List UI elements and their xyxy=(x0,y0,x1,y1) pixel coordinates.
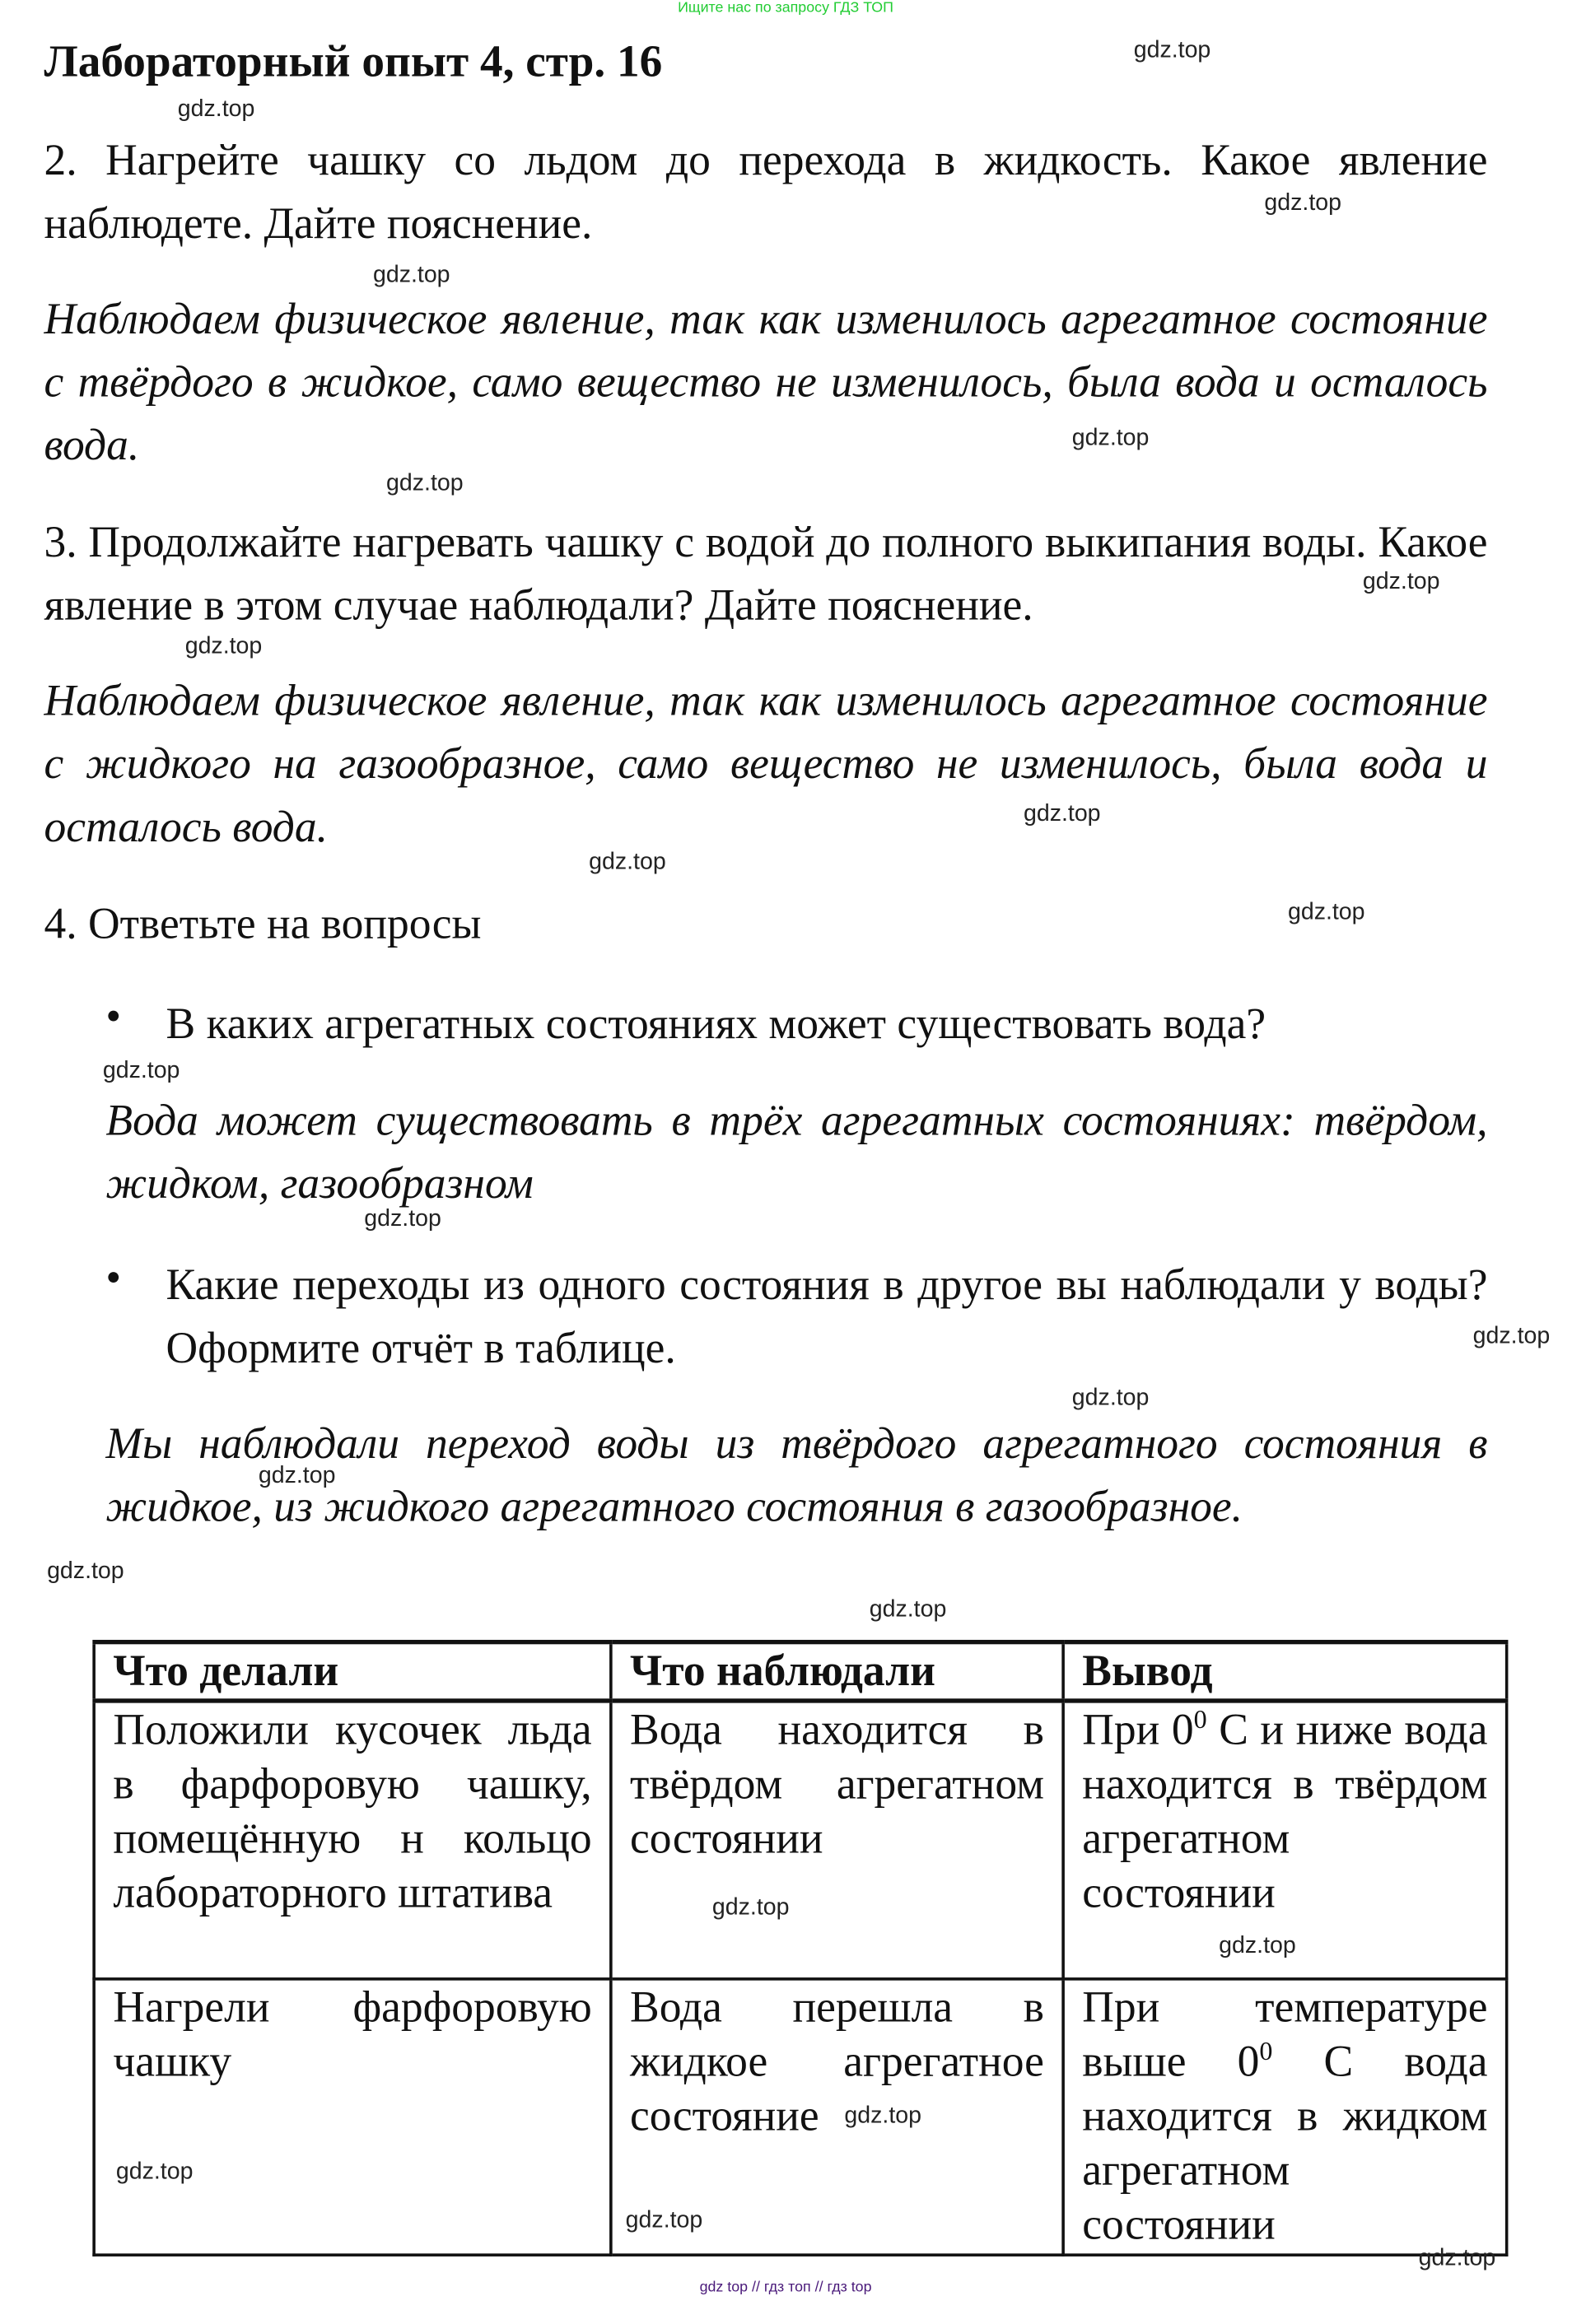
watermark: gdz.top xyxy=(1287,900,1365,925)
watermark: gdz.top xyxy=(625,2208,703,2233)
page-title: Лабораторный опыт 4, стр. 16 xyxy=(44,35,663,87)
cell-conclusion xyxy=(1063,1979,1507,2255)
table-row xyxy=(94,1979,1507,2255)
watermark: gdz.top xyxy=(711,1895,790,1921)
watermark: gdz.top xyxy=(1023,801,1101,827)
watermark: gdz.top xyxy=(258,1463,336,1489)
bullet-answer-1: Вода может существовать в трёх агрегатных состояниях: твёрдом, жидком, газообразном xyxy=(105,1097,1488,1209)
cell-did: Нагрели фарфоровую чашку xyxy=(94,1979,611,2255)
table-header-row xyxy=(94,1642,1507,1701)
watermark: gdz.top xyxy=(1264,190,1342,217)
watermark: gdz.top xyxy=(1133,38,1211,63)
watermark: gdz.top xyxy=(47,1558,124,1585)
watermark: gdz.top xyxy=(372,263,450,288)
watermark: gdz.top xyxy=(1071,426,1150,451)
header-did: Что делали xyxy=(94,1642,611,1701)
bullet-icon: • xyxy=(105,1253,122,1302)
watermark: gdz.top xyxy=(1219,1933,1296,1958)
watermark: gdz.top xyxy=(177,96,255,123)
conclusion-text: При температуре выше 0 xyxy=(1082,1983,1488,2087)
conclusion-text: При 0 xyxy=(1082,1706,1194,1755)
cell-observed: Вода находится в твёрдом агрегатном состоянии xyxy=(611,1701,1063,1979)
bullet-answer-2: Мы наблюдали переход воды из твёрдого агрегатного состояния в жидкое, из жидкого агрегатного состояния в газообразное. xyxy=(105,1419,1488,1531)
watermark: gdz.top xyxy=(115,2159,194,2185)
watermark: gdz.top xyxy=(869,1597,947,1623)
degree-superscript: 0 xyxy=(1193,1704,1207,1735)
watermark: gdz.top xyxy=(364,1206,441,1232)
conclusion-text: С и ниже вода находится в твёрдом агрегатном состоянии xyxy=(1082,1706,1488,1917)
question-4: 4. Ответьте на вопросы xyxy=(44,900,482,949)
watermark: gdz.top xyxy=(102,1058,180,1084)
watermark: gdz.top xyxy=(1071,1386,1150,1411)
search-banner: Ищите нас по запросу ГДЗ ТОП xyxy=(678,0,893,16)
bullet-icon: • xyxy=(105,992,122,1041)
watermark: gdz.top xyxy=(1362,569,1440,595)
answer-3: Наблюдаем физическое явление, так как изменилось агрегатное состояние с жидкого на газообразное, само вещество не изменилось, была вода и осталось вода. xyxy=(44,677,1488,852)
watermark: gdz.top xyxy=(184,634,263,659)
question-2: 2. Нагрейте чашку со льдом до перехода в жидкость. Какое явление наблюдете. Дайте пояснение. xyxy=(44,136,1488,249)
watermark: gdz.top xyxy=(1472,1324,1551,1349)
answer-2: Наблюдаем физическое явление, так как изменилось агрегатное состояние с твёрдого в жидкое, само вещество не изменилось, была вода и осталось вода. xyxy=(44,295,1488,470)
watermark: gdz.top xyxy=(1418,2246,1496,2271)
cell-observed: Вода перешла в жидкое агрегатное состояние xyxy=(611,1979,1063,2255)
header-observed: Что наблюдали xyxy=(611,1642,1063,1701)
watermark: gdz.top xyxy=(386,471,464,496)
bullet-question-2: Какие переходы из одного состояния в другое вы наблюдали у воды? Оформите отчёт в таблице. xyxy=(166,1260,1488,1373)
bullet-question-1: В каких агрегатных состояниях может существовать вода? xyxy=(166,999,1266,1049)
watermark: gdz.top xyxy=(589,850,666,875)
conclusion-text: С вода находится в жидком агрегатном состоянии xyxy=(1082,2038,1488,2250)
question-3: 3. Продолжайте нагревать чашку с водой до полного выкипания воды. Какое явление в этом случае наблюдали? Дайте пояснение. xyxy=(44,518,1488,631)
header-conclusion: Вывод xyxy=(1063,1642,1507,1701)
watermark: gdz.top xyxy=(844,2103,921,2129)
footer-watermark: gdz top // гдз топ // гдз top xyxy=(699,2280,872,2297)
cell-did: Положили кусочек льда в фарфоровую чашку, помещённую н кольцо лабораторного штатива xyxy=(94,1701,611,1979)
degree-superscript: 0 xyxy=(1259,2036,1273,2066)
